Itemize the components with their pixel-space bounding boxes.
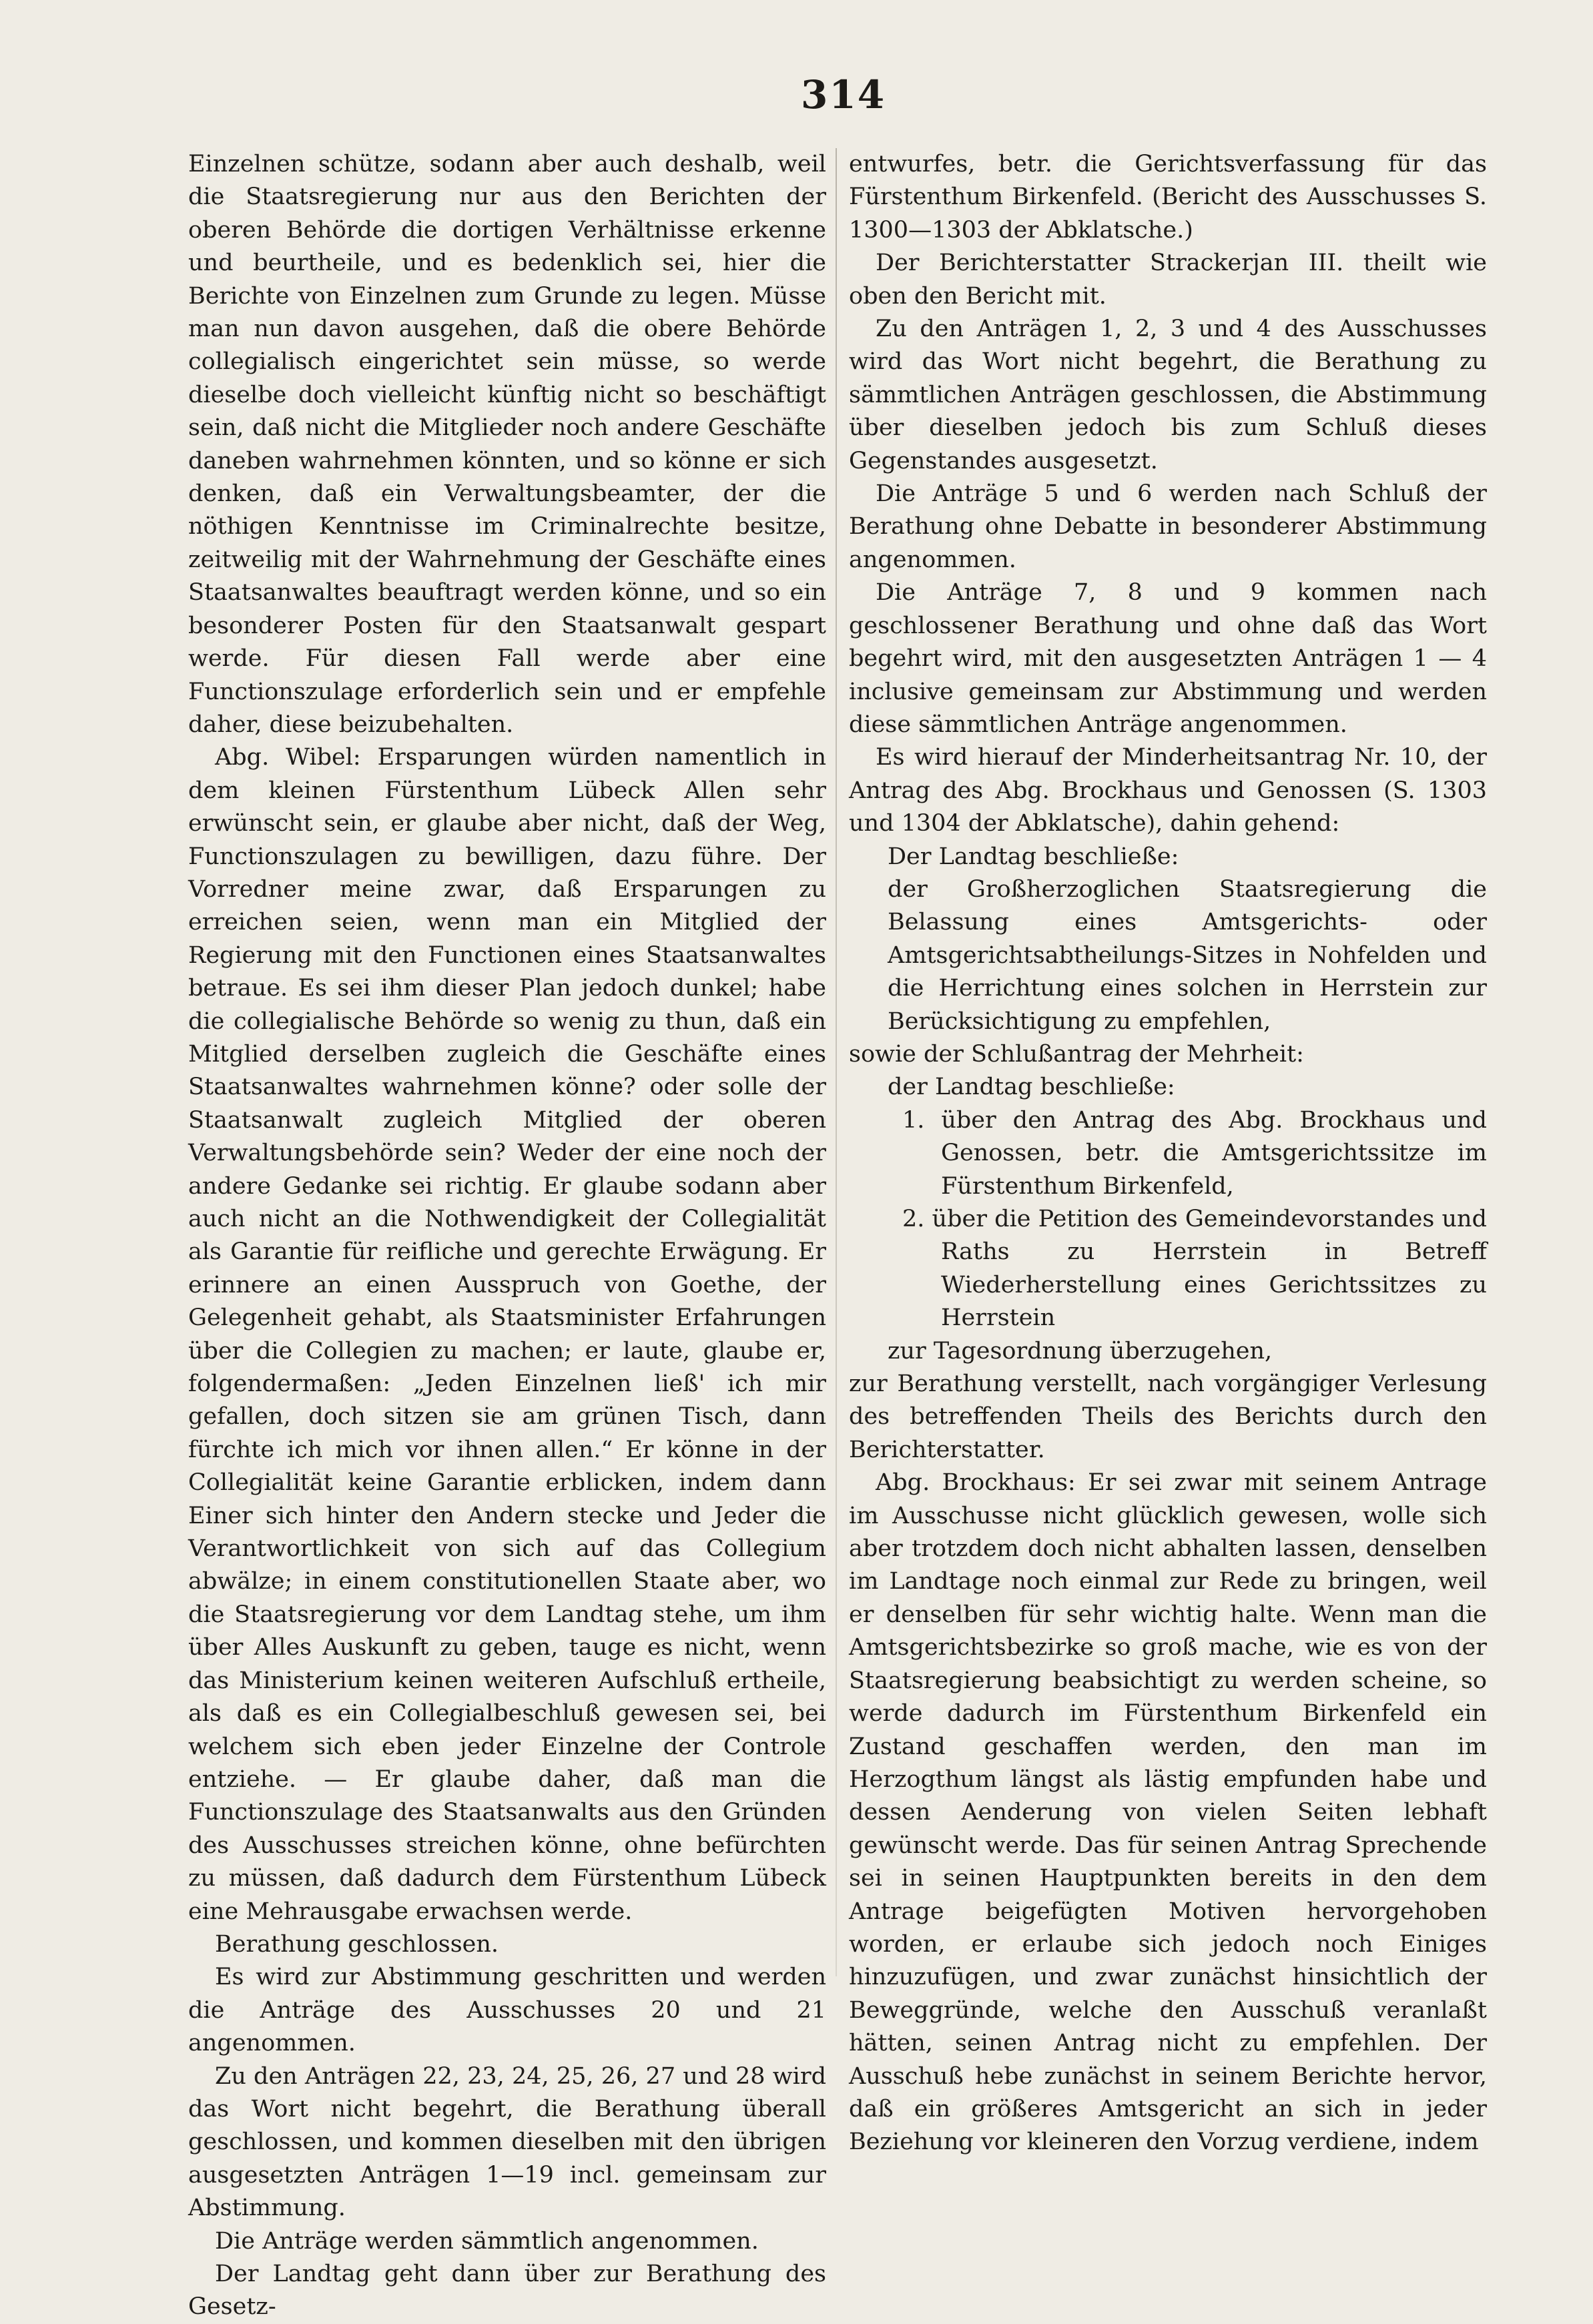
column-divider: [836, 148, 837, 1976]
numbered-motion-item: 2. über die Petition des Gemeindevorstandes und Raths zu Herrstein in Betreff Wiederherstellung eines Gerichtssitzes zu Herrstein: [902, 1206, 1487, 1332]
paragraph: Der Landtag geht dann über zur Berathung des Gesetz-: [188, 2261, 826, 2321]
right-column: [849, 148, 1487, 2159]
paragraph: Berathung geschlossen.: [215, 1930, 499, 1958]
paragraph: Abg. Brockhaus: Er sei zwar mit seinem Antrage im Ausschusse nicht glücklich gewesen, wolle sich aber trotzdem doch nicht abhalten lassen, denselben im Landtage noch einmal zur Rede zu bringen, weil er denselben für sehr wichtig halte. Wenn man die Amtsgerichtsbezirke so groß mache, wie es von der Staatsregierung beabsichtigt zu werden scheine, so werde dadurch im Fürstenthum Birkenfeld ein Zustand geschaffen werden, den man im Herzogthum längst als lästig empfunden habe und dessen Aenderung von vielen Seiten lebhaft gewünscht werde. Das für seinen Antrag Sprechende sei in seinen Hauptpunkten bereits in den dem Antrage beigefügten Motiven hervorgehoben worden, er erlaube sich jedoch noch Einiges hinzuzufügen, und zwar zunächst hinsichtlich der Beweggründe, welche den Ausschuß veranlaßt hätten, seinen Antrag nicht zu empfehlen. Der Ausschuß hebe zunächst in seinem Berichte hervor, daß ein größeres Amtsgericht an sich in jeder Beziehung vor kleineren den Vorzug verdiene, indem: [849, 1469, 1487, 2156]
left-column: [188, 148, 826, 2324]
paragraph: Es wird zur Abstimmung geschritten und werden die Anträge des Ausschusses 20 und 21 angenommen.: [188, 1964, 826, 2057]
paragraph: Einzelnen schütze, sodann aber auch deshalb, weil die Staatsregierung nur aus den Berichten der oberen Behörde die dortigen Verhältnisse erkenne und beurtheile, und es bedenklich sei, hier die Berichte von Einzelnen zum Grunde zu legen. Müsse man nun davon ausgehen, daß die obere Behörde collegialisch eingerichtet sein müsse, so werde dieselbe doch vielleicht künftig nicht so beschäftigt sein, daß nicht die Mitglieder noch andere Geschäfte daneben wahrnehmen könnten, und so könne er sich denken, daß ein Verwaltungsbeamter, der die nöthigen Kenntnisse im Criminalrechte besitze, zeitweilig mit der Wahrnehmung der Geschäfte eines Staatsanwaltes beauftragt werden könne, und so ein besonderer Posten für den Staatsanwalt gespart werde. Für diesen Fall werde aber eine Functionszulage erforderlich sein und er empfehle daher, diese beizubehalten.: [188, 151, 826, 738]
quoted-motion: der Großherzoglichen Staatsregierung die Belassung eines Amtsgerichts- oder Amtsgerichtsabtheilungs-Sitzes in Nohfelden und die Herrichtung eines solchen in Herrstein zur Berücksichtigung zu empfehlen,: [888, 875, 1487, 1035]
quoted-motion-heading: Der Landtag beschließe:: [888, 843, 1179, 870]
quoted-motion: zur Tagesordnung überzugehen,: [888, 1337, 1273, 1365]
paragraph: Zu den Anträgen 1, 2, 3 und 4 des Ausschusses wird das Wort nicht begehrt, die Berathung zu sämmtlichen Anträgen geschlossen, die Abstimmung über dieselben jedoch bis zum Schluß dieses Gegenstandes ausgesetzt.: [849, 316, 1487, 474]
paragraph: Es wird hierauf der Minderheitsantrag Nr. 10, der Antrag des Abg. Brockhaus und Genossen (S. 1303 und 1304 der Abklatsche), dahin gehend:: [849, 744, 1487, 837]
paragraph: entwurfes, betr. die Gerichtsverfassung für das Fürstenthum Birkenfeld. (Bericht des Ausschusses S. 1300—1303 der Abklatsche.): [849, 151, 1487, 244]
paragraph: Die Anträge werden sämmtlich angenommen.: [215, 2227, 759, 2255]
paragraph: Zu den Anträgen 22, 23, 24, 25, 26, 27 und 28 wird das Wort nicht begehrt, die Berathung überall geschlossen, und kommen dieselben mit den übrigen ausgesetzten Anträgen 1—19 incl. gemeinsam zur Abstimmung.: [188, 2062, 826, 2222]
paragraph: Die Anträge 7, 8 und 9 kommen nach geschlossener Berathung und ohne daß das Wort begehrt wird, mit den ausgesetzten Anträgen 1 — 4 inclusive gemeinsam zur Abstimmung und werden diese sämmtlichen Anträge angenommen.: [849, 579, 1487, 738]
numbered-motion-item: 1. über den Antrag des Abg. Brockhaus und Genossen, betr. die Amtsgerichtssitze im Fürstenthum Birkenfeld,: [902, 1106, 1487, 1200]
paragraph: Der Berichterstatter Strackerjan III. theilt wie oben den Bericht mit.: [849, 250, 1487, 310]
paragraph: Die Anträge 5 und 6 werden nach Schluß der Berathung ohne Debatte in besonderer Abstimmung angenommen.: [849, 480, 1487, 573]
page-number: 314: [801, 72, 886, 117]
paragraph: zur Berathung verstellt, nach vorgängiger Verlesung des betreffenden Theils des Berichts durch den Berichterstatter.: [849, 1371, 1487, 1463]
quoted-motion-heading: der Landtag beschließe:: [888, 1074, 1175, 1101]
paragraph: sowie der Schlußantrag der Mehrheit:: [849, 1040, 1304, 1068]
paragraph: Abg. Wibel: Ersparungen würden namentlich in dem kleinen Fürstenthum Lübeck Allen sehr erwünscht sein, er glaube aber nicht, daß der Weg, Functionszulagen zu bewilligen, dazu führe. Der Vorredner meine zwar, daß Ersparungen zu erreichen seien, wenn man ein Mitglied der Regierung mit den Functionen eines Staatsanwaltes betraue. Es sei ihm dieser Plan jedoch dunkel; habe die collegialische Behörde so wenig zu thun, daß ein Mitglied derselben zugleich die Geschäfte eines Staatsanwaltes wahrnehmen könne? oder solle der Staatsanwalt zugleich Mitglied der oberen Verwaltungsbehörde sein? Weder der eine noch der andere Gedanke sei richtig. Er glaube sodann aber auch nicht an die Nothwendigkeit der Collegialität als Garantie für reifliche und gerechte Erwägung. Er erinnere an einen Ausspruch von Goethe, der Gelegenheit gehabt, als Staatsminister Erfahrungen über die Collegien zu machen; er laute, glaube er, folgendermaßen: „Jeden Einzelnen ließ' ich mir gefallen, doch sitzen sie am grünen Tisch, dann fürchte ich mich vor ihnen allen.“ Er könne in der Collegialität keine Garantie erblicken, indem dann Einer sich hinter den Andern stecke und Jeder die Verantwortlichkeit von sich auf das Collegium abwälze; in einem constitutionellen Staate aber, wo die Staatsregierung vor dem Landtag stehe, um ihm über Alles Auskunft zu geben, tauge es nicht, wenn das Ministerium keinen weiteren Aufschluß ertheile, als daß es ein Collegialbeschluß gewesen sei, bei welchem sich eben jeder Einzelne der Controle entziehe. — Er glaube daher, daß man die Functionszulage des Staatsanwalts aus den Gründen des Ausschusses streichen könne, ohne befürchten zu müssen, daß dadurch dem Fürstenthum Lübeck eine Mehrausgabe erwachsen werde.: [188, 744, 826, 1925]
